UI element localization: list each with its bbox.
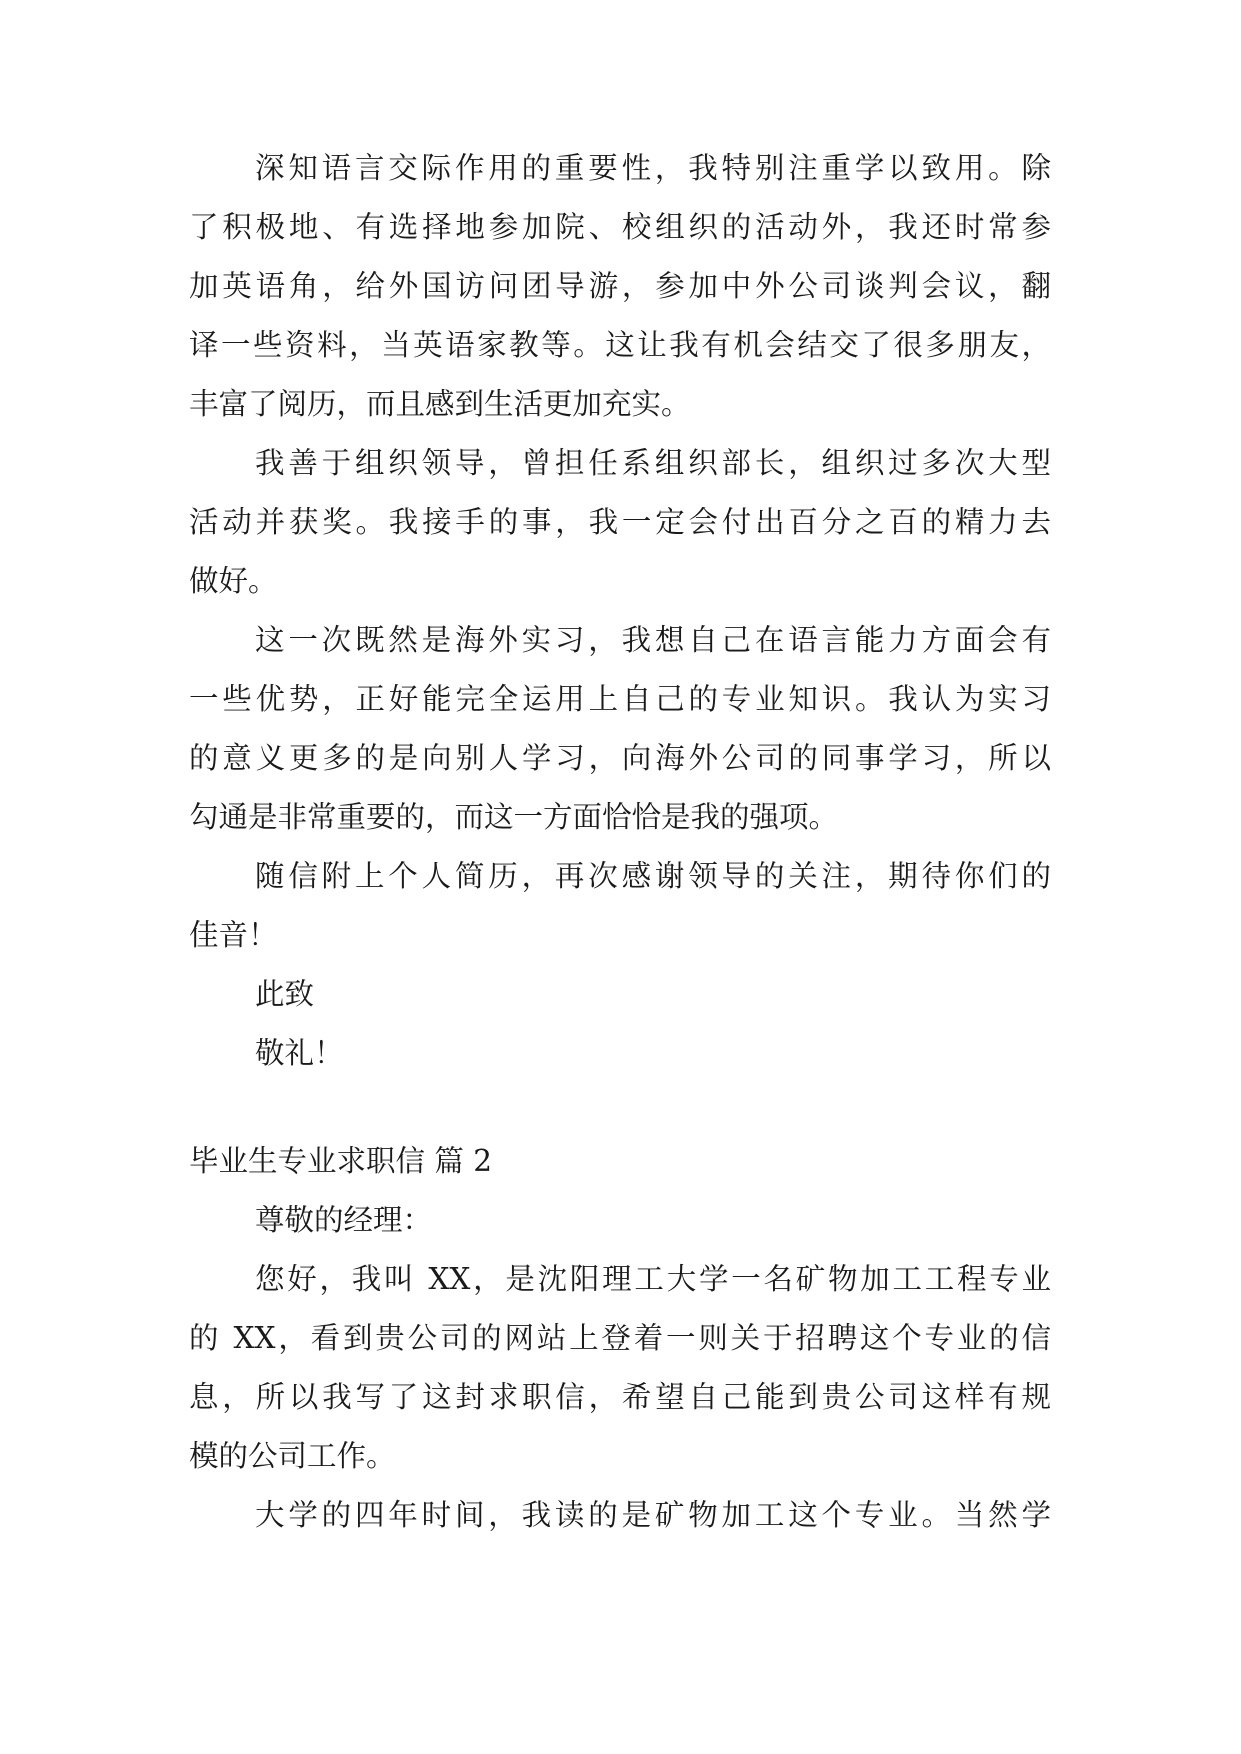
paragraph-line: 译一些资料，当英语家教等。这让我有机会结交了很多朋友，	[189, 328, 1051, 362]
section-heading: 毕业生专业求职信 篇 2	[189, 1144, 493, 1178]
paragraph-line: 息，所以我写了这封求职信，希望自己能到贵公司这样有规	[189, 1380, 1051, 1414]
paragraph-line: 的意义更多的是向别人学习，向海外公司的同事学习，所以	[189, 741, 1051, 775]
paragraph-line: 了积极地、有选择地参加院、校组织的活动外，我还时常参	[189, 210, 1051, 244]
closing-line: 此致	[255, 977, 315, 1011]
paragraph-line: 丰富了阅历，而且感到生活更加充实。	[189, 387, 691, 421]
paragraph-line: 的 XX，看到贵公司的网站上登着一则关于招聘这个专业的信	[189, 1321, 1051, 1355]
closing-line: 敬礼！	[255, 1036, 344, 1070]
paragraph-line: 佳音！	[189, 918, 278, 952]
paragraph-line: 随信附上个人简历，再次感谢领导的关注，期待你们的	[255, 859, 1051, 893]
paragraph-line: 活动并获奖。我接手的事，我一定会付出百分之百的精力去	[189, 505, 1051, 539]
paragraph-line: 做好。	[189, 564, 278, 598]
salutation: 尊敬的经理：	[255, 1203, 433, 1237]
paragraph-line: 深知语言交际作用的重要性，我特别注重学以致用。除	[255, 151, 1051, 185]
paragraph-line: 我善于组织领导，曾担任系组织部长，组织过多次大型	[255, 446, 1051, 480]
paragraph-line: 这一次既然是海外实习，我想自己在语言能力方面会有	[255, 623, 1051, 657]
paragraph-line: 大学的四年时间，我读的是矿物加工这个专业。当然学	[255, 1498, 1051, 1532]
paragraph-line: 加英语角，给外国访问团导游，参加中外公司谈判会议，翻	[189, 269, 1051, 303]
paragraph-line: 模的公司工作。	[189, 1439, 396, 1473]
paragraph-line: 一些优势，正好能完全运用上自己的专业知识。我认为实习	[189, 682, 1051, 716]
paragraph-line: 勾通是非常重要的，而这一方面恰恰是我的强项。	[189, 800, 839, 834]
paragraph-line: 您好，我叫 XX，是沈阳理工大学一名矿物加工工程专业	[255, 1262, 1051, 1296]
